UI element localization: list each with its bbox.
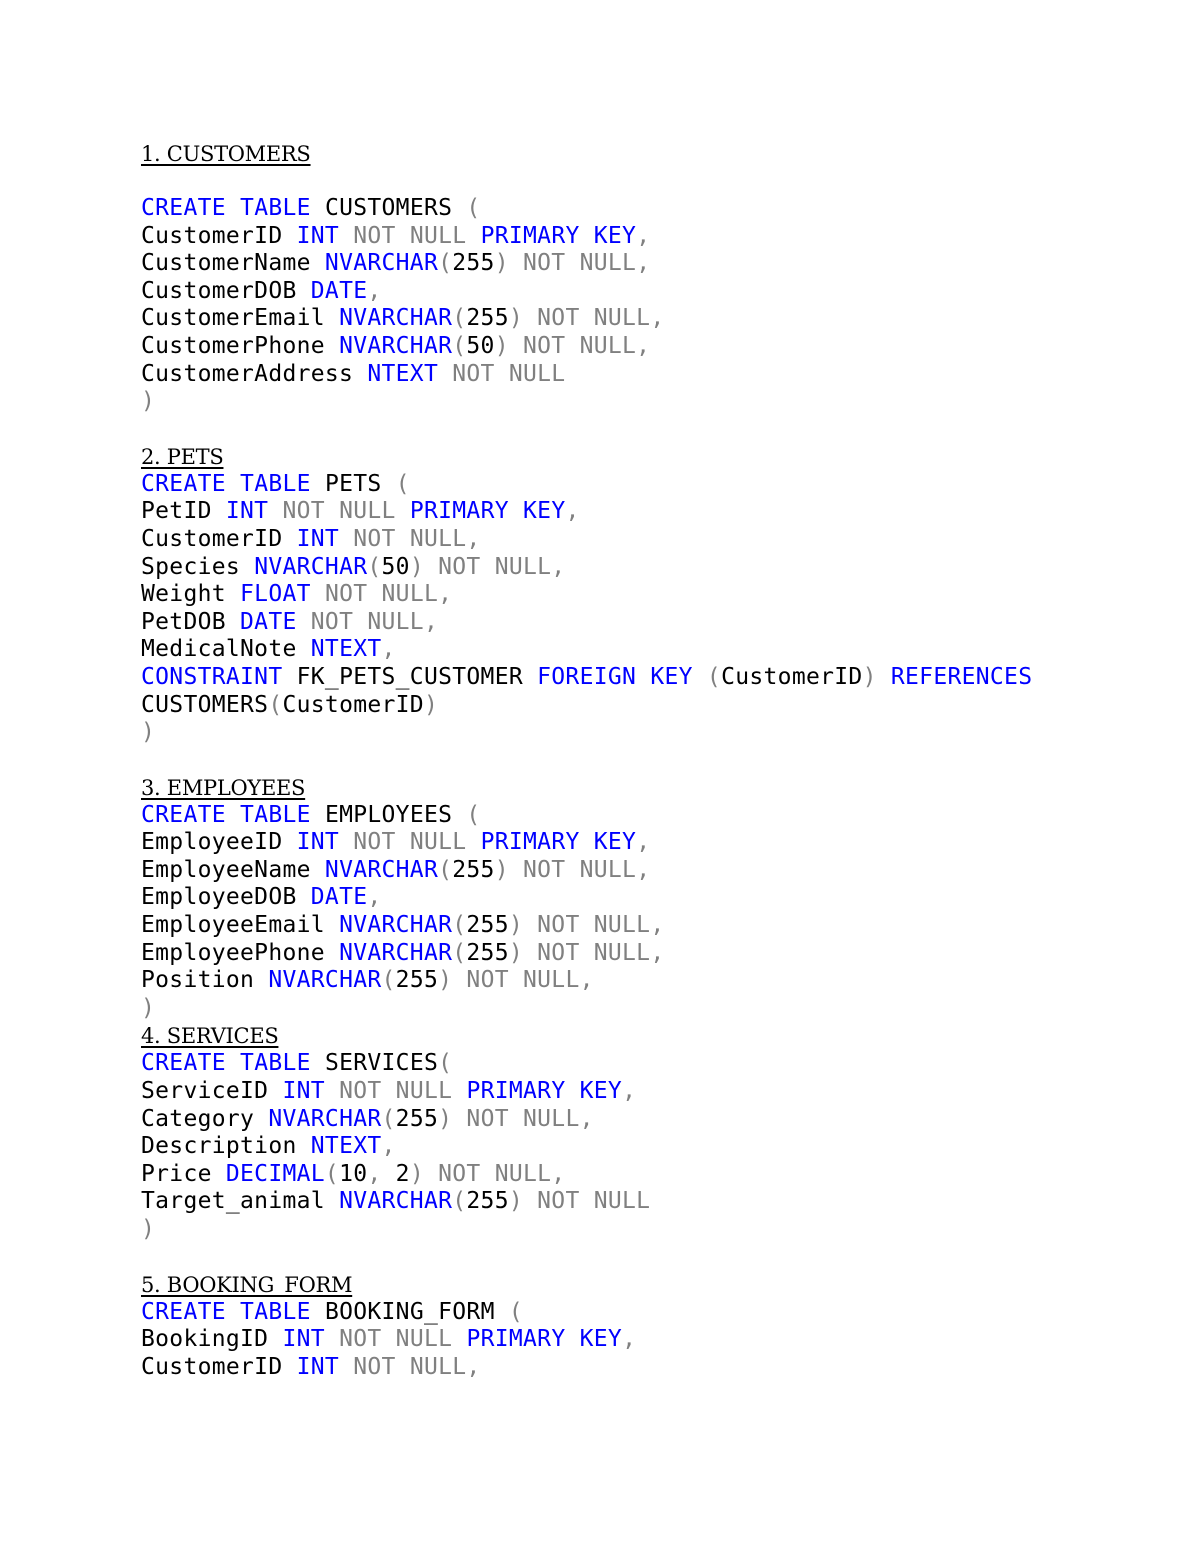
sql-identifier: 50	[381, 553, 410, 580]
code-line	[141, 278, 1141, 306]
sql-keyword: DATE	[310, 884, 368, 911]
sql-identifier: CustomerID	[141, 222, 297, 249]
sql-identifier: CustomerEmail	[141, 305, 340, 332]
sql-identifier: 255	[466, 912, 509, 939]
sql-keyword: REFERENCES	[890, 663, 1033, 690]
sql-operator: ) NOT NULL,	[508, 939, 665, 966]
sql-keyword: INT	[296, 1353, 340, 1380]
sql-keyword: CREATE	[141, 801, 226, 828]
sql-identifier: EMPLOYEES	[310, 801, 467, 828]
sql-identifier	[452, 1326, 466, 1352]
code-line	[141, 581, 1141, 609]
code-block	[141, 471, 1141, 747]
sql-operator: (	[438, 1050, 453, 1077]
sql-operator: ,	[565, 498, 580, 525]
code-line	[141, 1188, 1141, 1216]
code-line	[141, 526, 1141, 554]
sql-keyword: PRIMARY KEY	[409, 498, 566, 525]
sql-keyword: CREATE	[141, 1298, 226, 1325]
sql-keyword: NTEXT	[310, 636, 382, 663]
sql-keyword: DATE	[310, 277, 368, 304]
sql-identifier: 255	[395, 967, 439, 994]
sql-keyword: NVARCHAR	[339, 939, 453, 966]
section-heading: 2. PETS	[141, 444, 224, 469]
sql-identifier: EmployeeName	[141, 856, 325, 883]
sql-identifier	[268, 498, 282, 524]
sql-operator: NOT NULL,	[324, 581, 453, 608]
sql-operator: NOT NULL	[282, 498, 396, 525]
spacer	[141, 416, 1141, 443]
sql-identifier: BookingID	[141, 1326, 283, 1353]
code-line	[141, 857, 1141, 885]
sql-identifier: PETS	[310, 470, 396, 497]
sql-identifier	[325, 1326, 339, 1352]
sql-identifier	[693, 664, 707, 690]
code-line	[141, 995, 1141, 1023]
code-line	[141, 250, 1141, 278]
code-line	[141, 940, 1141, 968]
sql-operator: ,	[636, 829, 651, 856]
sql-operator: )	[141, 719, 156, 746]
sql-operator: ) NOT NULL,	[494, 250, 651, 277]
section-heading: 1. CUSTOMERS	[141, 142, 311, 166]
code-line	[141, 1133, 1141, 1161]
sql-identifier: BOOKING_FORM	[310, 1298, 509, 1325]
sql-operator: NOT NULL,	[310, 608, 439, 635]
sql-keyword: INT	[296, 222, 340, 249]
sql-operator: NOT NULL,	[353, 1353, 481, 1380]
sql-keyword: DECIMAL	[225, 1160, 325, 1187]
sql-identifier: Weight	[141, 581, 241, 608]
sql-keyword: PRIMARY KEY	[466, 1078, 623, 1105]
sql-operator: NOT NULL	[339, 1078, 453, 1105]
sql-operator: )	[141, 388, 156, 415]
code-line	[141, 1161, 1141, 1189]
sql-operator: ) NOT NULL,	[409, 553, 566, 580]
code-line	[141, 829, 1141, 857]
sql-document	[141, 140, 1141, 1381]
sql-identifier	[226, 195, 240, 221]
sql-operator: (	[268, 691, 283, 718]
sql-keyword: FOREIGN KEY	[537, 663, 693, 690]
sql-keyword: PRIMARY KEY	[466, 1326, 623, 1353]
sql-identifier: CUSTOMERS	[310, 195, 467, 221]
sql-identifier: CustomerID	[282, 691, 424, 718]
sql-keyword: INT	[225, 498, 269, 525]
code-line	[141, 333, 1141, 361]
sql-operator: ) NOT NULL,	[438, 1105, 594, 1132]
code-line	[141, 609, 1141, 637]
sql-identifier: CustomerID	[721, 663, 863, 690]
sql-keyword: PRIMARY KEY	[480, 222, 637, 249]
section-services	[141, 1022, 1141, 1270]
sql-identifier	[466, 829, 480, 855]
sql-identifier: 255	[466, 939, 509, 966]
sql-identifier	[396, 498, 410, 524]
code-line	[141, 305, 1141, 333]
section-employees	[141, 774, 1141, 1023]
sql-operator: (	[324, 1160, 340, 1187]
sql-identifier	[339, 526, 353, 552]
sql-identifier	[226, 1299, 240, 1325]
sql-operator: (	[381, 967, 396, 994]
section-heading: 5. BOOKING_FORM	[141, 1272, 353, 1297]
sql-identifier: PetID	[141, 498, 226, 525]
sql-identifier	[311, 581, 325, 607]
sql-operator: ,	[367, 277, 382, 304]
sql-identifier	[466, 223, 480, 249]
section-heading: 3. EMPLOYEES	[141, 775, 306, 800]
sql-identifier: Category	[141, 1105, 269, 1132]
sql-operator: ,	[622, 1078, 637, 1105]
sql-keyword: INT	[282, 1078, 325, 1105]
sql-identifier	[877, 664, 891, 690]
sql-identifier	[226, 471, 240, 497]
sql-keyword: NVARCHAR	[268, 967, 382, 994]
sql-identifier: ServiceID	[141, 1078, 283, 1105]
code-line	[141, 195, 1141, 223]
sql-operator: (	[452, 1188, 467, 1215]
sql-identifier: 10	[339, 1160, 368, 1187]
sql-identifier: CustomerName	[141, 250, 325, 277]
sql-operator: (	[438, 856, 453, 883]
section-heading: 4. SERVICES	[141, 1024, 279, 1049]
sql-identifier: Position	[141, 967, 269, 994]
sql-identifier: 2	[395, 1160, 410, 1187]
sql-identifier: EmployeeDOB	[141, 884, 311, 911]
sql-identifier: 255	[466, 305, 509, 332]
section-pets	[141, 443, 1141, 774]
sql-keyword: NTEXT	[367, 360, 439, 387]
sql-operator: NOT NULL	[353, 222, 467, 249]
sql-operator: ,	[367, 1160, 396, 1187]
sql-operator: (	[367, 553, 382, 580]
sql-keyword: NVARCHAR	[324, 856, 439, 883]
code-line	[141, 967, 1141, 995]
sql-operator: (	[452, 939, 467, 966]
code-line	[141, 1216, 1141, 1244]
sql-identifier	[226, 802, 240, 828]
code-line	[141, 1106, 1141, 1134]
sql-operator: ) NOT NULL,	[494, 856, 651, 883]
code-line	[141, 471, 1141, 499]
code-line	[141, 223, 1141, 251]
sql-keyword: NTEXT	[310, 1133, 382, 1160]
sql-operator: NOT NULL	[353, 829, 467, 856]
code-line	[141, 802, 1141, 830]
sql-operator: ,	[636, 222, 651, 249]
sql-operator: ) NOT NULL	[508, 1188, 651, 1215]
code-line	[141, 388, 1141, 416]
sql-operator: ,	[622, 1326, 637, 1353]
sql-identifier: Target_animal	[141, 1188, 340, 1215]
sql-operator: ) NOT NULL,	[438, 967, 594, 994]
sql-identifier: CUSTOMERS	[141, 691, 269, 718]
sql-identifier: 255	[452, 856, 495, 883]
code-line	[141, 692, 1141, 720]
sql-identifier: EmployeeEmail	[141, 912, 340, 939]
sql-keyword: TABLE	[240, 195, 311, 221]
spacer	[141, 168, 1141, 195]
sql-identifier	[438, 361, 452, 387]
code-line	[141, 884, 1141, 912]
sql-keyword: NVARCHAR	[254, 553, 368, 580]
sql-keyword: TABLE	[240, 801, 311, 828]
sql-identifier: 255	[452, 250, 495, 277]
sql-operator: (	[466, 801, 481, 828]
code-line	[141, 664, 1141, 692]
sql-operator: (	[452, 912, 467, 939]
sql-keyword: CONSTRAINT	[141, 663, 283, 690]
sql-identifier: CustomerPhone	[141, 332, 340, 359]
sql-operator: (	[466, 195, 481, 221]
sql-identifier	[452, 1078, 466, 1104]
sql-operator: NOT NULL	[452, 360, 566, 387]
sql-keyword: INT	[296, 829, 340, 856]
sql-operator: ,	[367, 884, 382, 911]
sql-operator: ) NOT NULL,	[508, 912, 665, 939]
code-line	[141, 1299, 1141, 1327]
code-block	[141, 1050, 1141, 1243]
sql-keyword: INT	[296, 525, 340, 552]
sql-identifier: 50	[466, 332, 495, 359]
sql-identifier	[325, 1078, 339, 1104]
code-line	[141, 1078, 1141, 1106]
code-block	[141, 195, 1141, 416]
sql-identifier: 255	[395, 1105, 439, 1132]
sql-operator: NOT NULL,	[353, 525, 481, 552]
sql-identifier: Species	[141, 553, 255, 580]
sql-operator: )	[141, 1216, 156, 1242]
sql-operator: (	[395, 470, 410, 497]
sql-keyword: FLOAT	[240, 581, 311, 608]
sql-operator: )	[862, 663, 877, 690]
sql-keyword: TABLE	[240, 1298, 311, 1325]
sql-identifier: FK_PETS_CUSTOMER	[282, 663, 538, 690]
sql-operator: ) NOT NULL,	[409, 1160, 566, 1187]
sql-operator: (	[438, 250, 453, 277]
sql-operator: (	[508, 1298, 524, 1325]
code-block	[141, 802, 1141, 1023]
sql-operator: (	[452, 332, 467, 359]
sql-operator: (	[452, 305, 467, 332]
sql-keyword: NVARCHAR	[339, 912, 453, 939]
spacer	[141, 1244, 1141, 1271]
sql-keyword: PRIMARY KEY	[480, 829, 637, 856]
sql-operator: ,	[381, 1133, 396, 1160]
sql-keyword: NVARCHAR	[339, 332, 453, 359]
sql-keyword: TABLE	[240, 1050, 311, 1077]
sql-identifier: EmployeePhone	[141, 939, 340, 966]
sql-keyword: NVARCHAR	[268, 1105, 382, 1132]
sql-operator: )	[423, 691, 439, 718]
sql-identifier: MedicalNote	[141, 636, 311, 663]
code-line	[141, 719, 1141, 747]
sql-operator: ) NOT NULL,	[494, 332, 651, 359]
sql-identifier	[339, 223, 353, 249]
sql-keyword: CREATE	[141, 470, 226, 497]
sql-identifier: CustomerID	[141, 1353, 297, 1380]
code-line	[141, 912, 1141, 940]
sql-operator: )	[141, 994, 156, 1021]
sql-operator: NOT NULL	[339, 1326, 453, 1353]
sql-operator: (	[706, 663, 722, 690]
sql-identifier: SERVICES	[310, 1050, 439, 1077]
sql-identifier: PetDOB	[141, 608, 241, 635]
code-line	[141, 1354, 1141, 1382]
sql-operator: ,	[381, 636, 396, 663]
sql-identifier: EmployeeID	[141, 829, 297, 856]
sql-keyword: NVARCHAR	[339, 305, 453, 332]
sql-identifier: Description	[141, 1133, 311, 1160]
sql-keyword: DATE	[240, 608, 297, 635]
sql-keyword: NVARCHAR	[324, 250, 439, 277]
code-line	[141, 498, 1141, 526]
code-block	[141, 1299, 1141, 1382]
sql-identifier: CustomerAddress	[141, 360, 368, 387]
code-line	[141, 361, 1141, 389]
code-line	[141, 554, 1141, 582]
sql-identifier	[297, 609, 311, 635]
sql-keyword: CREATE	[141, 195, 226, 221]
code-line	[141, 636, 1141, 664]
sql-identifier: 255	[466, 1188, 509, 1215]
sql-identifier: Price	[141, 1160, 226, 1187]
sql-keyword: INT	[282, 1326, 325, 1353]
sql-keyword: TABLE	[240, 470, 311, 497]
section-booking-form	[141, 1271, 1141, 1382]
sql-identifier: CustomerID	[141, 525, 297, 552]
sql-identifier	[339, 829, 353, 855]
sql-keyword: NVARCHAR	[339, 1188, 453, 1215]
code-line	[141, 1326, 1141, 1354]
sql-keyword: CREATE	[141, 1050, 226, 1077]
spacer	[141, 747, 1141, 774]
sql-operator: ) NOT NULL,	[508, 305, 665, 332]
code-line	[141, 1050, 1141, 1078]
sql-identifier	[226, 1050, 240, 1076]
section-customers	[141, 140, 1141, 443]
sql-identifier	[339, 1354, 353, 1380]
sql-identifier: CustomerDOB	[141, 277, 311, 304]
sql-operator: (	[381, 1105, 396, 1132]
